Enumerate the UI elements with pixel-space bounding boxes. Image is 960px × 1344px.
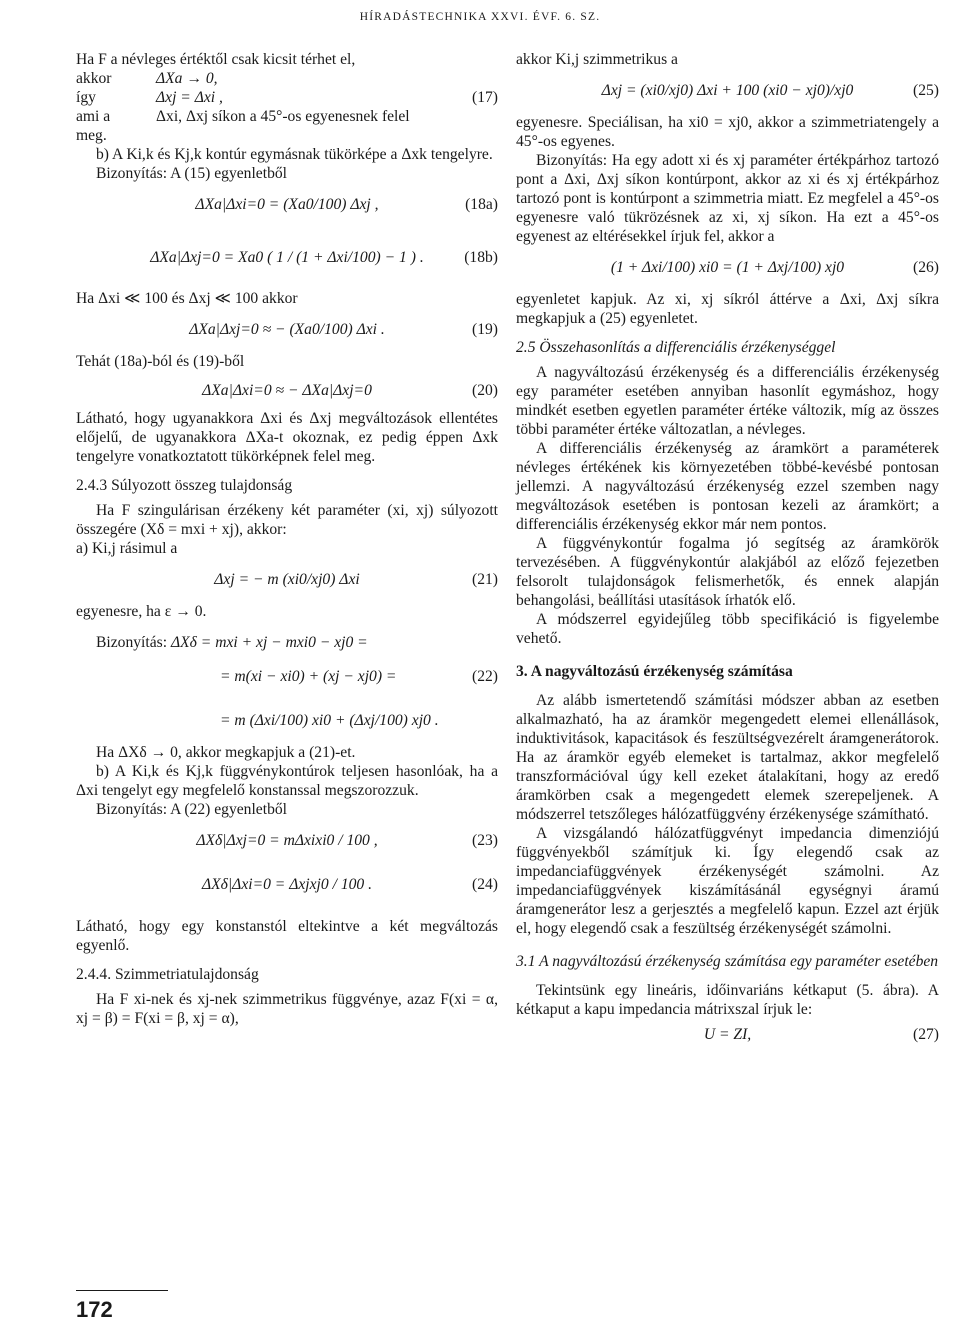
paragraph: Bizonyítás: A (15) egyenletből: [96, 165, 287, 182]
equation-25: [516, 69, 939, 113]
paragraph: akkor Ki,j szimmetrikus a: [516, 51, 678, 68]
equation-18a: [76, 183, 498, 227]
equation-21: [76, 558, 498, 602]
equation-body: ΔXa|Δxj=0 ≈ − (Xa0/100) Δxi .: [189, 321, 385, 338]
right-column: [516, 50, 939, 1047]
row-formula: [156, 88, 498, 107]
condition-row: [76, 107, 498, 126]
equation-22-line1: [76, 631, 498, 655]
section-heading: 2.4.3 Súlyozott összeg tulajdonság: [76, 477, 293, 494]
row-formula: Δxi, Δxj síkon a 45°-os egyenesnek felel: [156, 108, 410, 125]
equation-body: = m(xi − xi0) + (xj − xj0) =: [220, 668, 397, 685]
equation-27: [516, 1023, 939, 1047]
section-heading: 2.5 Összehasonlítás a differenciális érzékenységgel: [516, 339, 836, 356]
equation-number: (22): [472, 668, 498, 685]
equation-number: (24): [472, 876, 498, 893]
paragraph: Bizonyítás: Ha egy adott xi és xj paraméter értékpárhoz tartozó pont a Δxi, Δxj síkon kontúrpont, akkor az xi és xj értékpárhoz tartozó pont is kontúrpont a szimmetria miatt. Ez megfelel a 45°-os egyenesre való tükrözésnek az xi, xj síkon. Ha ezt a 45°-os egyenest az eltérésekkel írjuk fel, akkor a: [516, 152, 939, 245]
equation-number: (18b): [464, 249, 498, 266]
equation-number: (18a): [465, 196, 498, 213]
paragraph: Tehát (18a)-ból és (19)-ből: [76, 353, 245, 370]
equation-body: (1 + Δxi/100) xi0 = (1 + Δxj/100) xj0: [610, 259, 845, 276]
equation-body: ΔXa|Δxj=0 = Xa0 ( 1 / (1 + Δxi/100) − 1 ) .: [150, 249, 424, 266]
row-label: így: [76, 89, 96, 106]
left-column: [76, 50, 498, 1028]
paragraph: Ha F szingulárisan érzékeny két paraméter (xi, xj) súlyozott összegére (Xδ = mxi + xj), akkor:: [76, 502, 498, 538]
equation-number: (27): [913, 1026, 939, 1043]
paragraph: meg.: [76, 127, 107, 144]
condition-row: [76, 88, 498, 107]
equation-body: Δxj = − m (xi0/xj0) Δxi: [214, 571, 360, 588]
equation-22-line2: [76, 655, 498, 699]
paragraph: Látható, hogy egy konstanstól eltekintve a két megváltozás egyenlő.: [76, 918, 498, 954]
equation-19: [76, 308, 498, 352]
paragraph: Ha ΔXδ → 0, akkor megkapjuk a (21)-et.: [96, 744, 356, 761]
condition-row: [76, 69, 498, 88]
equation-body: ΔXδ|Δxi=0 = Δxjxj0 / 100 .: [201, 876, 373, 893]
paragraph: Az alább ismertetendő számítási módszer abban az esetben alkalmazható, ha az áramkör megengedett elemei ellenállások, induktivitások, kapacitások és feszültségvezérelt áramgenerátorok. Ha az áramkör egyéb elemeket is tartalmaz, akkor megfelelő transzformációval úgy kell ezeket átalakítani, hogy az eredő áramkörben csak a megengedett elemek szerepeljenek. A módszerrel tetszőleges hálózatfüggvény érzékenysége számítható.: [516, 692, 939, 823]
paragraph: egyenletet kapjuk. Az xi, xj síkról áttérve a Δxi, Δxj síkra megkapjuk a (25) egyenletet.: [516, 291, 939, 327]
equation-body: = m (Δxi/100) xi0 + (Δxj/100) xj0 .: [220, 712, 439, 729]
page-number: 172: [76, 1297, 113, 1322]
section-heading: 2.4.4. Szimmetriatulajdonság: [76, 966, 259, 983]
running-header: HÍRADÁSTECHNIKA XXVI. ÉVF. 6. SZ.: [359, 11, 601, 23]
equation-18b: [76, 227, 498, 289]
paragraph: Látható, hogy ugyanakkora Δxi és Δxj megváltozások ellentétes előjelű, de ugyanakkora ΔXa-t okoznak, ez pedig éppen Δxk tengelyre vonatkoztatott tükörképnek felel meg.: [76, 410, 498, 465]
equation-26: [516, 246, 939, 290]
equation-body: ΔXδ = mxi + xj − mxi0 − xj0 =: [170, 634, 368, 651]
paragraph: Bizonyítás: A (22) egyenletből: [96, 801, 287, 818]
row-formula: ΔXa → 0,: [156, 70, 218, 87]
equation-label: Bizonyítás:: [96, 634, 168, 651]
equation-body: ΔXa|Δxi=0 ≈ − ΔXa|Δxj=0: [202, 382, 372, 399]
equation-24: [76, 863, 498, 907]
paragraph: b) A Ki,k és Kj,k kontúr egymásnak tükörképe a Δxk tengelyre.: [96, 146, 493, 163]
equation-number: (19): [472, 321, 498, 338]
section-heading: 3.1 A nagyváltozású érzékenység számítása egy paraméter esetében: [516, 953, 939, 970]
equation-number: (25): [913, 82, 939, 99]
paragraph: Tekintsünk egy lineáris, időinvariáns kétkaput (5. ábra). A kétkaput a kapu impedancia mátrixszal írjuk le:: [516, 982, 939, 1018]
equation-number: (26): [913, 259, 939, 276]
section-heading: 3. A nagyváltozású érzékenység számítása: [516, 663, 793, 680]
equation-body: U = ZI,: [703, 1026, 752, 1043]
paragraph: Ha F xi-nek és xj-nek szimmetrikus függvénye, azaz F(xi = α, xj = β) = F(xi = β, xj = α),: [76, 991, 498, 1027]
paragraph: Ha Δxi ≪ 100 és Δxj ≪ 100 akkor: [76, 290, 298, 307]
paragraph: A függvénykontúr fogalma jó segítség az áramkörök tervezésében. A függvénykontúr alakjából az előző fejezetben felsorolt tulajdonságok felismerhetők, és ennek alapján behangolási, beállítási utasítások írhatók elő.: [516, 535, 939, 609]
row-label: ami a: [76, 108, 111, 125]
equation-body: ΔXa|Δxi=0 = (Xa0/100) Δxj ,: [195, 196, 379, 213]
footer-rule: [76, 1290, 168, 1291]
paragraph: A differenciális érzékenység az áramkört a paraméterek névleges értékének kis környezetében többé-kevésbé pontosan jellemzi. A nagyváltozású érzékenység ezzel szemben nagy megváltozások esetében is pontosan kezeli az áramkört; a differenciális érzékenység ekkor már nem pontos.: [516, 440, 939, 533]
paragraph: A nagyváltozású érzékenység és a differenciális érzékenység egy paraméter esetében annyiban hasonlít egymáshoz, hogy mindkét esetben egyetlen paraméter értéke változik, míg az összes többi paraméter értéke változatlan, a névleges.: [516, 364, 939, 438]
equation-20: [76, 379, 498, 403]
paragraph: a) Ki,j rásimul a: [76, 540, 178, 557]
row-formula-text: Δxj = Δxi ,: [156, 89, 223, 106]
equation-body: ΔXδ|Δxj=0 = mΔxixi0 / 100 ,: [196, 832, 378, 849]
paragraph: b) A Ki,k és Kj,k függvénykontúrok teljesen hasonlóak, ha a Δxi tengelyt egy megfelelő konstanssal megszorozzuk.: [76, 763, 498, 799]
paragraph: A módszerrel egyidejűleg több specifikáció is figyelembe vehető.: [516, 611, 939, 647]
paragraph: egyenesre, ha ε → 0.: [76, 603, 207, 620]
paragraph: Ha F a névleges értéktől csak kicsit térhet el,: [76, 51, 356, 68]
equation-number: (20): [472, 382, 498, 399]
row-label: akkor: [76, 70, 112, 87]
equation-number: (17): [472, 89, 498, 106]
equation-23: [76, 819, 498, 863]
paragraph: A vizsgálandó hálózatfüggvényt impedancia dimenziójú függvényekből számítjuk ki. Így elegendő csak az impedanciafüggvények érzékenységét számolni. Az impedanciafüggvények kiszámításánál egységnyi áramú áramgenerátor lesz a gerjesztés a megfelelő kapun. Ezzel azt érjük el, hogy elegendő csak a feszültség érzékenységét számolni.: [516, 825, 939, 937]
paragraph: egyenesre. Speciálisan, ha xi0 = xj0, akkor a szimmetriatengely a 45°-os egyenes.: [516, 114, 939, 150]
equation-22-line3: [76, 699, 498, 743]
equation-number: (21): [472, 571, 498, 588]
equation-number: (23): [472, 832, 498, 849]
equation-body: Δxj = (xi0/xj0) Δxi + 100 (xi0 − xj0)/xj0: [601, 82, 854, 99]
